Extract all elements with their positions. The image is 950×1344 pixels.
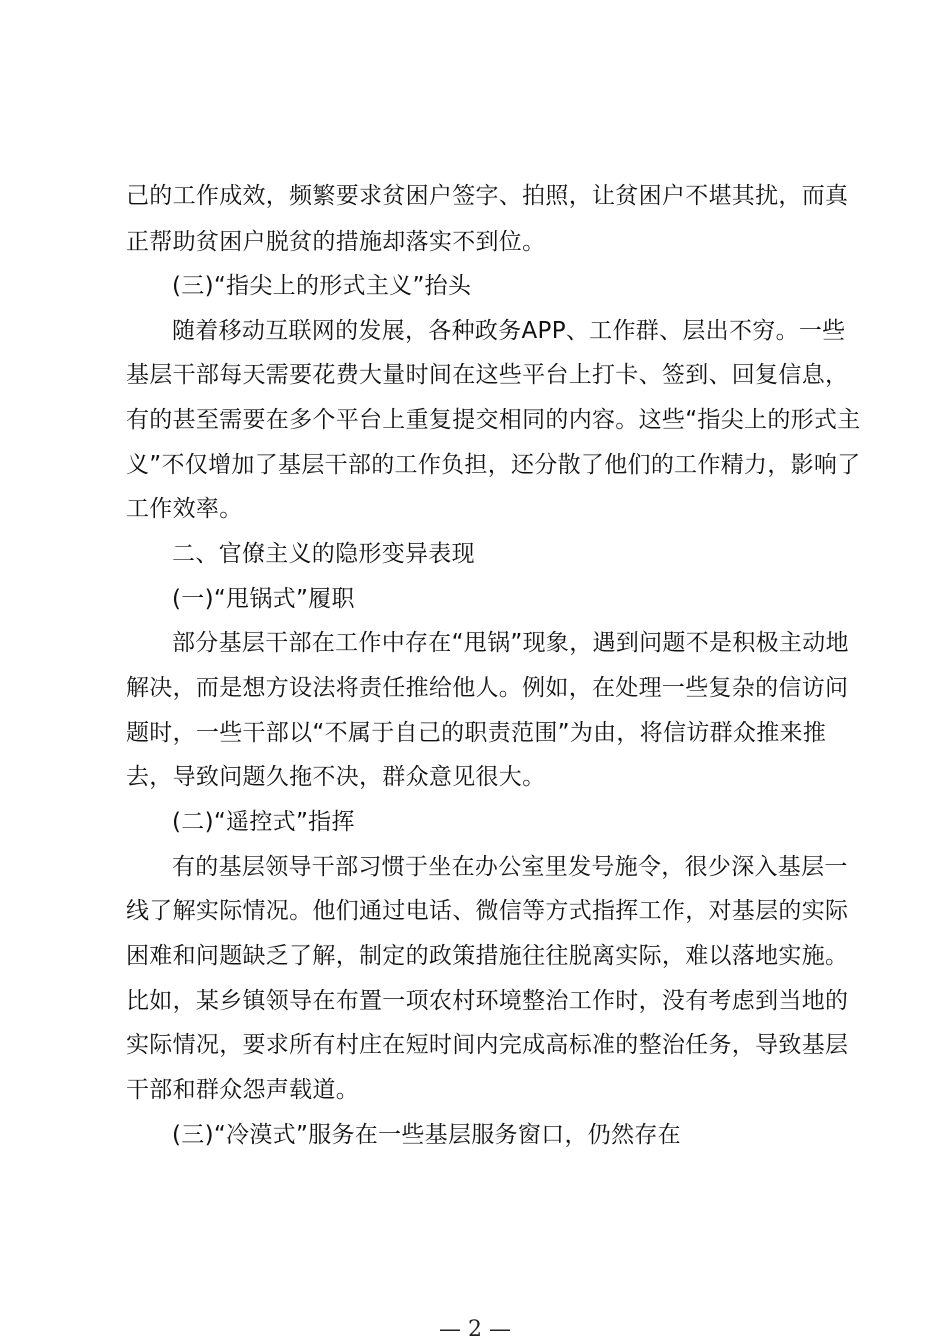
text-line: 困难和问题缺乏了解，制定的政策措施往往脱离实际，难以落地实施。 (126, 943, 849, 969)
page-number: — 2 — (439, 1317, 511, 1342)
text-line: 正帮助贫困户脱贫的措施却落实不到位。 (126, 229, 546, 255)
section-heading: (一)“甩锅式”履职 (172, 586, 355, 612)
text-line: 解决，而是想方设法将责任推给他人。例如，在处理一些复杂的信访问 (126, 675, 849, 701)
text-line: 比如，某乡镇领导在布置一项农村环境整治工作时，没有考虑到当地的 (126, 988, 849, 1014)
text-line: 题时，一些干部以“不属于自己的职责范围”为由，将信访群众推来推 (126, 720, 827, 746)
text-line: 部分基层干部在工作中存在“甩锅”现象，遇到问题不是积极主动地 (172, 630, 849, 656)
text-line: 去，导致问题久拖不决，群众意见很大。 (126, 764, 546, 790)
text-line: 有的甚至需要在多个平台上重复提交相同的内容。这些“指尖上的形式主 (126, 407, 861, 433)
text-line: 线了解实际情况。他们通过电话、微信等方式指挥工作，对基层的实际 (126, 898, 849, 924)
text-line: 干部和群众怨声载道。 (126, 1077, 359, 1103)
text-line: 有的基层领导干部习惯于坐在办公室里发号施令，很少深入基层一 (172, 854, 848, 880)
section-heading: (三)“指尖上的形式主义”抬头 (172, 273, 472, 299)
section-heading: (三)“冷漠式”服务在一些基层服务窗口，仍然存在 (172, 1122, 681, 1148)
text-line: 基层干部每天需要花费大量时间在这些平台上打卡、签到、回复信息， (126, 362, 849, 388)
text-line: 己的工作成效，频繁要求贫困户签字、拍照，让贫困户不堪其扰，而真 (126, 183, 849, 209)
section-heading: (二)“遥控式”指挥 (172, 809, 355, 835)
chapter-heading: 二、官僚主义的隐形变异表现 (172, 541, 475, 567)
text-line: 随着移动互联网的发展，各种政务APP、工作群、层出不穷。一些 (172, 318, 846, 344)
text-line: 工作效率。 (126, 496, 243, 522)
text-line: 义”不仅增加了基层干部的工作负担，还分散了他们的工作精力，影响了 (126, 452, 861, 478)
text-line: 实际情况，要求所有村庄在短时间内完成高标准的整治任务，导致基层 (126, 1032, 849, 1058)
